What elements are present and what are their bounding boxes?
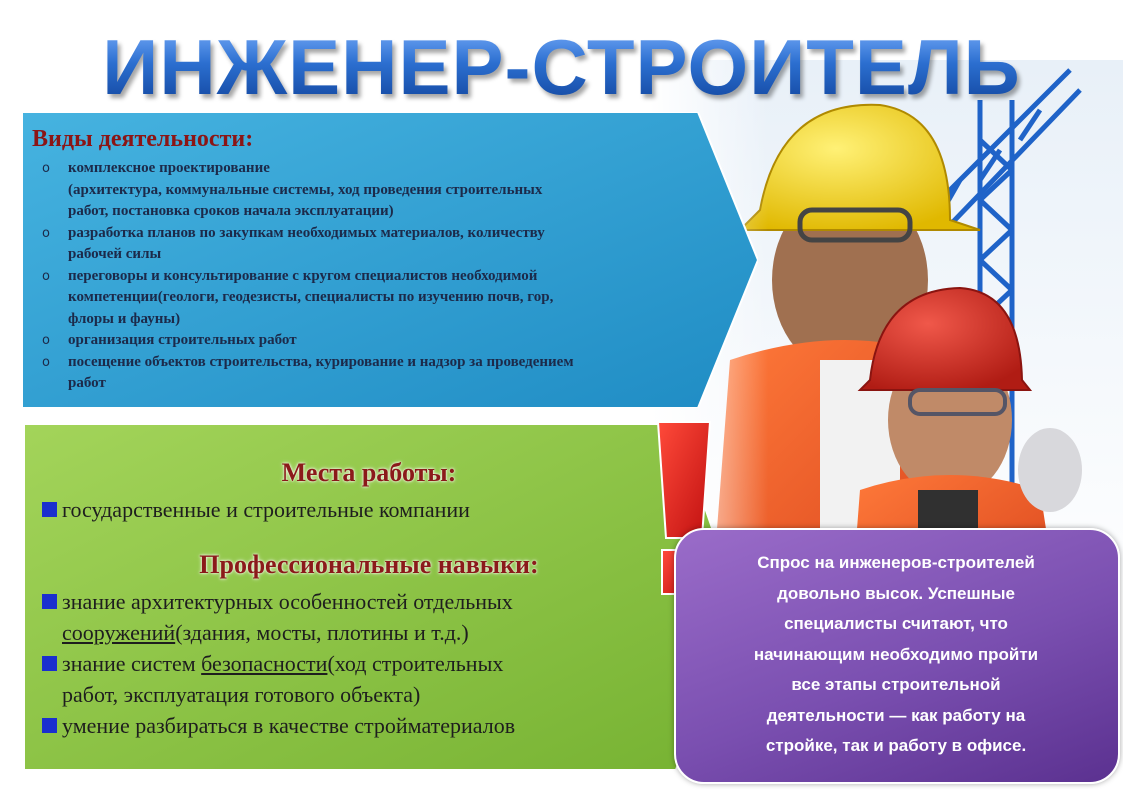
hollow-circle-bullet-icon: o bbox=[42, 354, 50, 370]
activities-panel bbox=[22, 112, 758, 408]
hollow-circle-bullet-icon: o bbox=[42, 333, 50, 348]
list-item: o организация строительных работ bbox=[68, 330, 732, 352]
list-item: знание архитектурных особенностей отдельных сооружений(здания, мосты, плотины и т.д.) bbox=[62, 586, 702, 648]
demand-note bbox=[674, 528, 1120, 784]
list-item: государственные и строительные компании bbox=[62, 494, 702, 525]
hollow-circle-bullet-icon: o bbox=[42, 161, 50, 176]
blue-square-bullet-icon bbox=[42, 656, 57, 671]
blue-square-bullet-icon bbox=[42, 502, 57, 517]
list-item: o посещение объектов строительства, курирование и надзор за проведением работ bbox=[42, 353, 574, 391]
workplaces-skills-panel bbox=[24, 424, 736, 770]
list-item: знание систем безопасности(ход строительных работ, эксплуатация готового объекта) bbox=[62, 648, 702, 710]
blue-square-bullet-icon bbox=[42, 718, 57, 733]
skills-heading: Профессиональные навыки: bbox=[199, 550, 539, 579]
hollow-circle-bullet-icon: o bbox=[42, 225, 50, 241]
demand-note-text: Спрос на инженеров-строителей довольно высок. Успешные специалисты считают, что начинающим необходимо пройти все этапы строительной деятельности — как работу на стройке, так и работу в офисе. bbox=[753, 553, 1039, 755]
list-item: умение разбираться в качестве стройматериалов bbox=[62, 710, 702, 741]
activities-heading: Виды деятельности: bbox=[32, 126, 254, 152]
activities-list bbox=[32, 158, 732, 395]
workplaces-heading: Места работы: bbox=[281, 458, 457, 487]
hollow-circle-bullet-icon: o bbox=[42, 268, 50, 284]
blue-square-bullet-icon bbox=[42, 594, 57, 609]
poster-title: ИНЖЕНЕР-СТРОИТЕЛЬ bbox=[0, 22, 1123, 113]
list-item: o разработка планов по закупкам необходимых материалов, количеству рабочей силы bbox=[42, 224, 545, 262]
list-item: o комплексное проектирование (архитектура, коммунальные системы, ход проведения строительных работ, постановка сроков начала эксплуатации) bbox=[42, 160, 543, 219]
list-item: o переговоры и консультирование с кругом специалистов необходимой компетенции(геологи, геодезисты, специалисты по изучению почв, гор, флоры и фауны) bbox=[42, 267, 554, 327]
